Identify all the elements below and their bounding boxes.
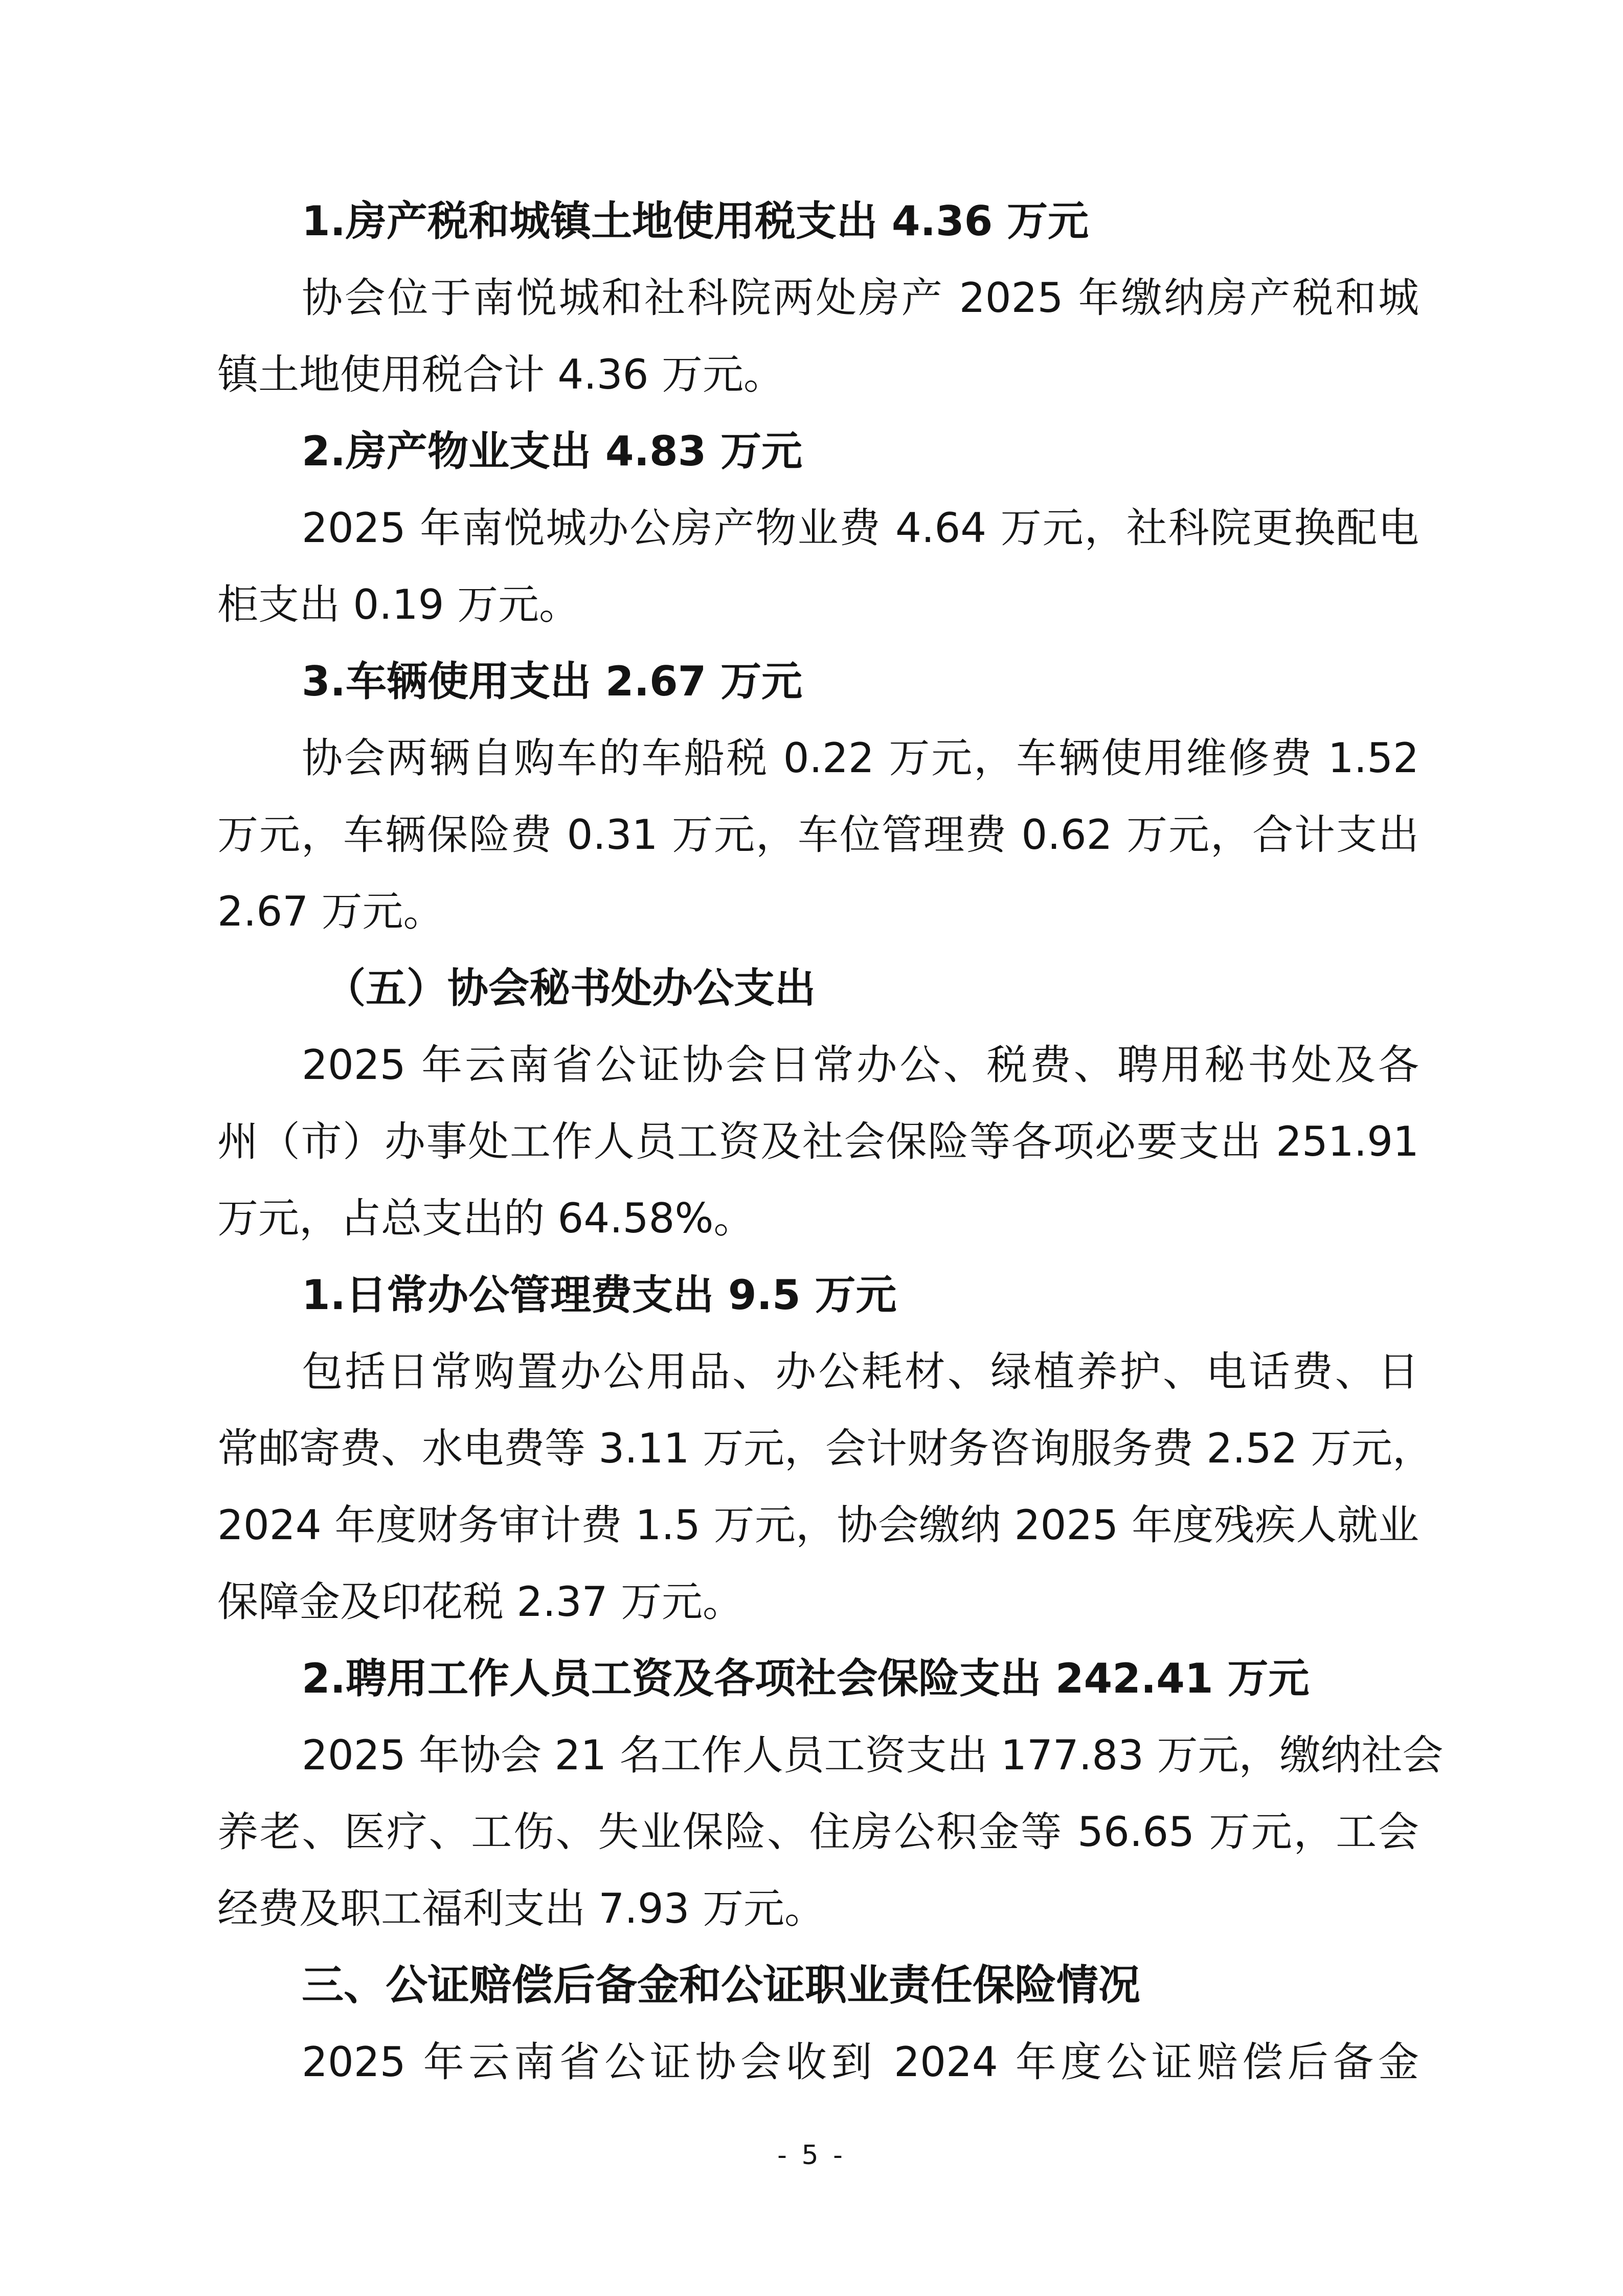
paragraph-line: 州（市）办事处工作人员工资及社会保险等各项必要支出 251.91 — [217, 1118, 1419, 1165]
item-heading-vehicle: 3.车辆使用支出 2.67 万元 — [302, 658, 803, 705]
paragraph-line: 镇土地使用税合计 4.36 万元。 — [217, 351, 784, 398]
item-heading-office-admin: 1.日常办公管理费支出 9.5 万元 — [302, 1271, 897, 1319]
paragraph-line: 2024 年度财务审计费 1.5 万元，协会缴纳 2025 年度残疾人就业 — [217, 1501, 1419, 1549]
paragraph-line: 2025 年云南省公证协会日常办公、税费、聘用秘书处及各 — [302, 1041, 1419, 1089]
paragraph-line: 经费及职工福利支出 7.93 万元。 — [217, 1885, 825, 1932]
item-heading-staff-salary: 2.聘用工作人员工资及各项社会保险支出 242.41 万元 — [302, 1655, 1310, 1702]
paragraph-line: 柜支出 0.19 万元。 — [217, 581, 580, 628]
paragraph-line: 2025 年南悦城办公房产物业费 4.64 万元，社科院更换配电 — [302, 504, 1419, 552]
sub-section-heading: （五）协会秘书处办公支出 — [325, 964, 816, 1012]
paragraph-line: 协会位于南悦城和社科院两处房产 2025 年缴纳房产税和城 — [302, 274, 1419, 322]
paragraph-line: 万元，车辆保险费 0.31 万元，车位管理费 0.62 万元，合计支出 — [217, 811, 1419, 859]
paragraph-line: 2025 年协会 21 名工作人员工资支出 177.83 万元，缴纳社会 — [302, 1731, 1444, 1779]
item-heading-property-tax: 1.房产税和城镇土地使用税支出 4.36 万元 — [302, 197, 1089, 245]
paragraph-line: 2025 年云南省公证协会收到 2024 年度公证赔偿后备金 — [302, 2038, 1419, 2086]
paragraph-line: 保障金及印花税 2.37 万元。 — [217, 1578, 743, 1626]
paragraph-line: 常邮寄费、水电费等 3.11 万元，会计财务咨询服务费 2.52 万元， — [217, 1425, 1433, 1472]
paragraph-line: 协会两辆自购车的车船税 0.22 万元，车辆使用维修费 1.52 — [302, 734, 1419, 782]
page-number: - 5 - — [777, 2140, 846, 2171]
paragraph-line: 养老、医疗、工伤、失业保险、住房公积金等 56.65 万元，工会 — [217, 1808, 1419, 1856]
paragraph-line: 万元，占总支出的 64.58%。 — [217, 1195, 755, 1242]
paragraph-line: 包括日常购置办公用品、办公耗材、绿植养护、电话费、日 — [302, 1348, 1419, 1395]
section-heading: 三、公证赔偿后备金和公证职业责任保险情况 — [302, 1961, 1141, 2010]
item-heading-property-management: 2.房产物业支出 4.83 万元 — [302, 427, 803, 475]
paragraph-line: 2.67 万元。 — [217, 888, 444, 935]
